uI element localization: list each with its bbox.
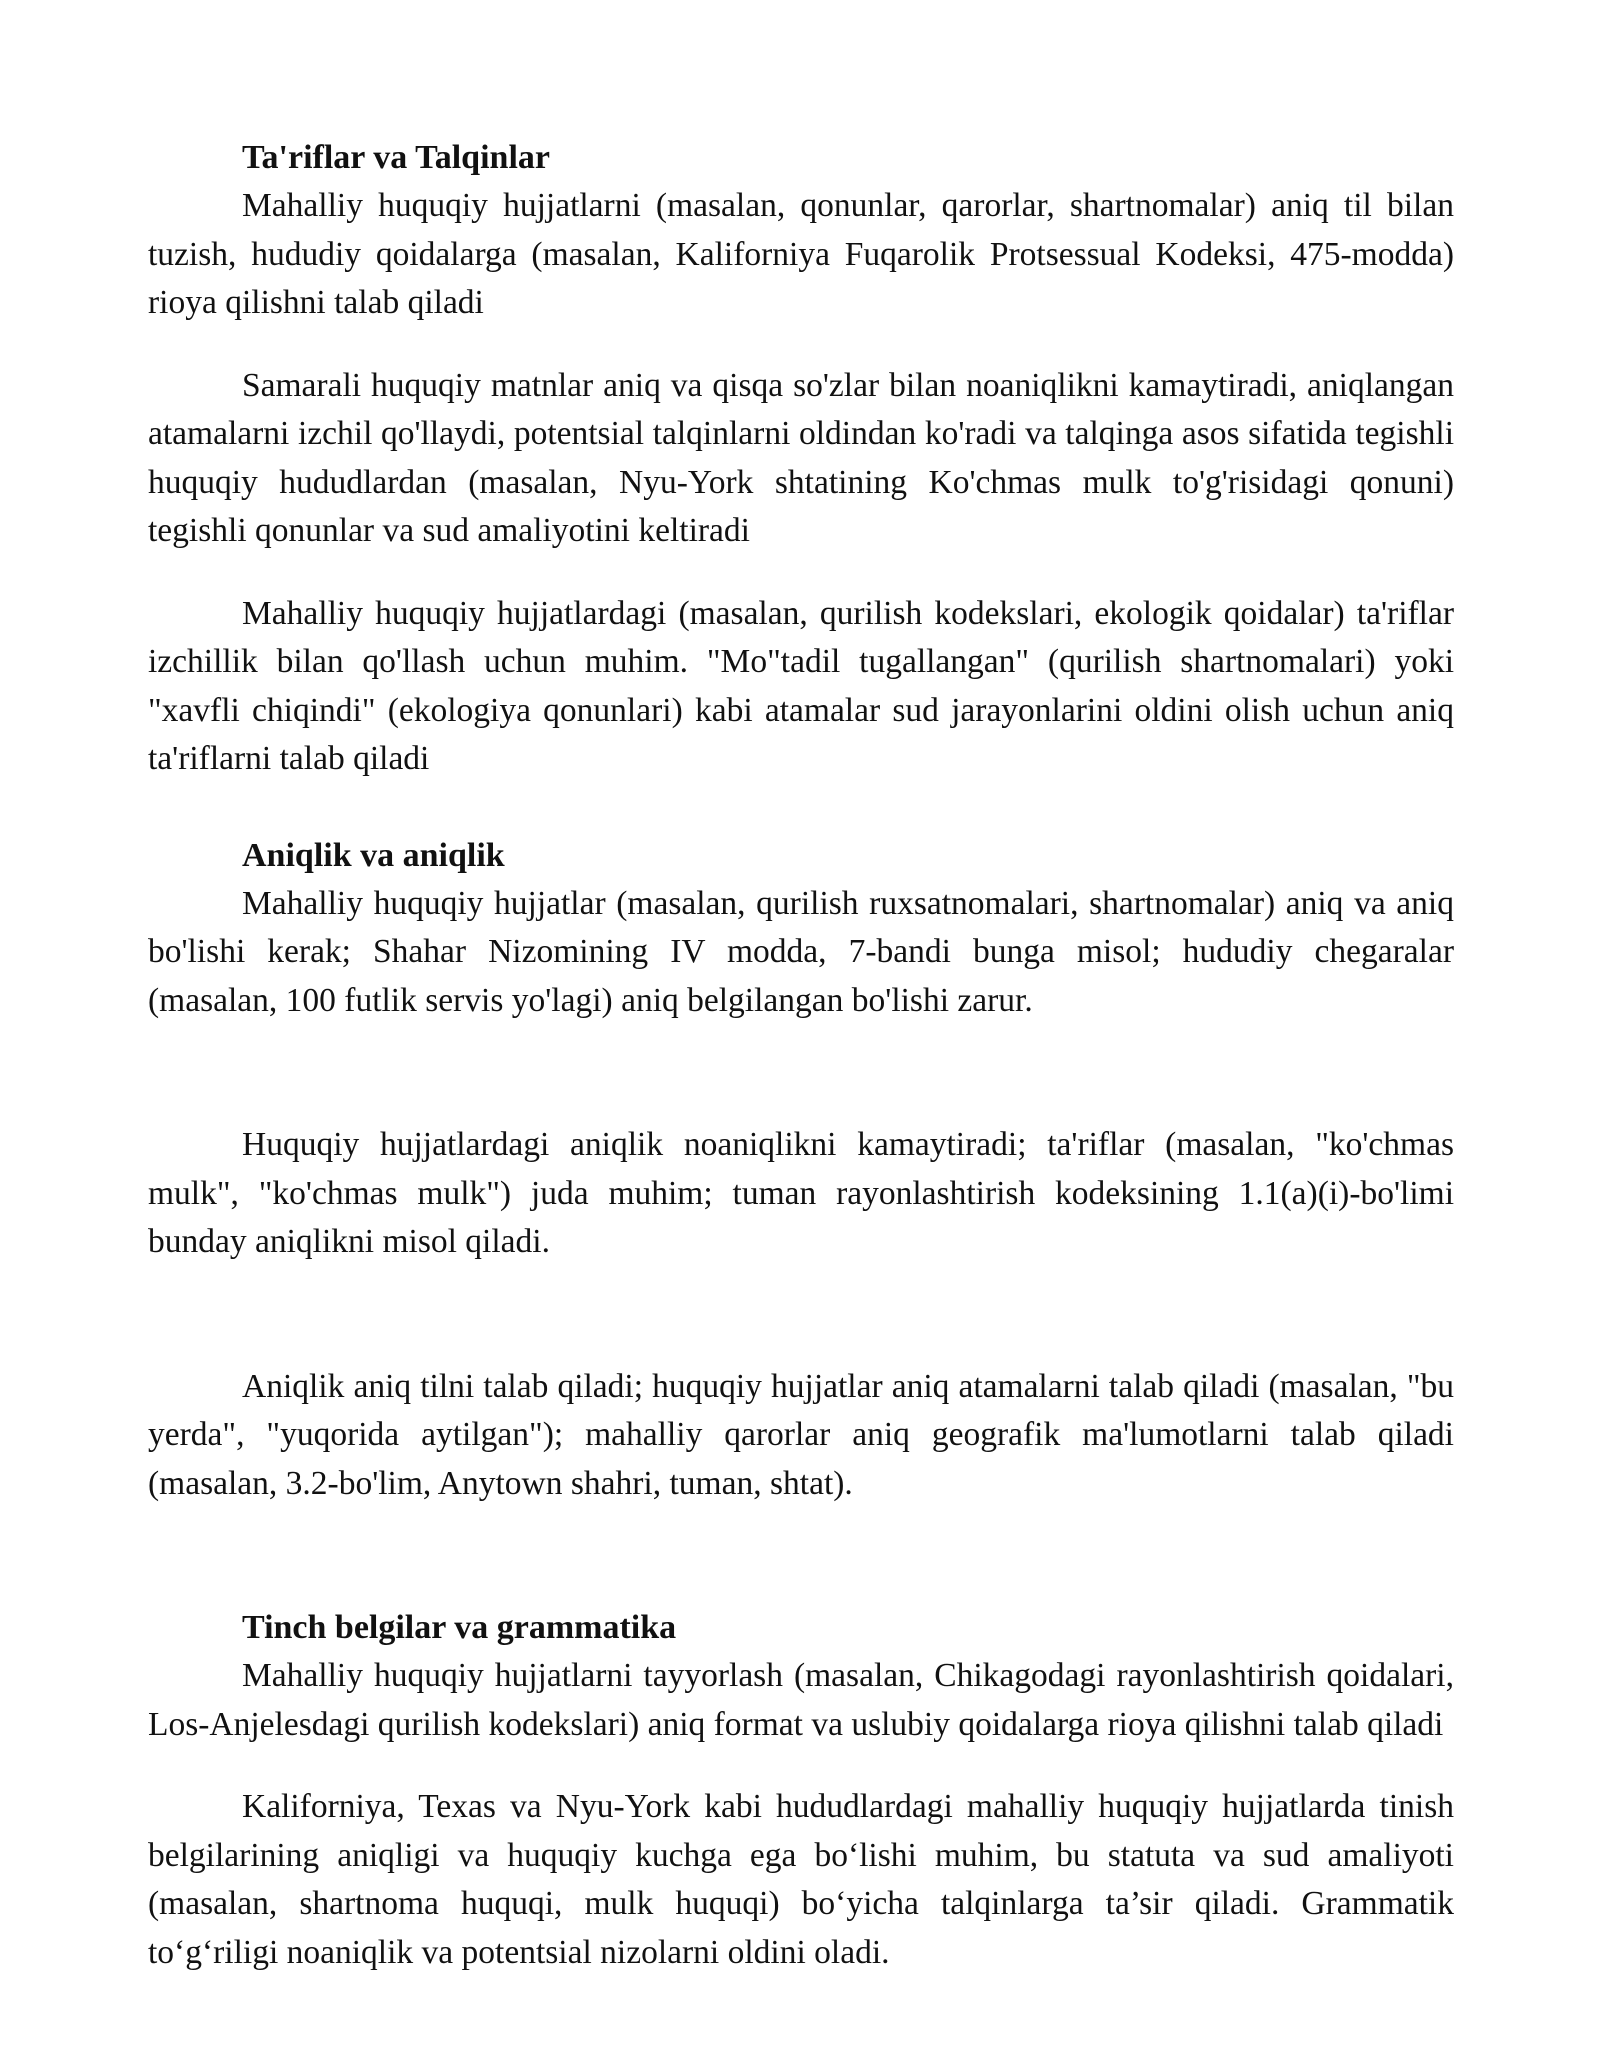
- paragraph: Aniqlik aniq tilni talab qiladi; huquqiy hujjatlar aniq atamalarni talab qiladi (masalan, "bu yerda", "yuqorida aytilgan"); mahalliy qarorlar aniq geografik ma'lumotlarni talab qiladi (masalan, 3.2-bo'lim, Anytown shahri, tuman, shtat).: [148, 1367, 1454, 1502]
- paragraph: Mahalliy huquqiy hujjatlarni tayyorlash (masalan, Chikagodagi rayonlashtirish qoidalari, Los-Anjelesdagi qurilish kodekslari) aniq format va uslubiy qoidalarga rioya qilishni talab qiladi: [148, 1657, 1454, 1743]
- paragraph: Huquqiy hujjatlardagi aniqlik noaniqlikni kamaytiradi; ta'riflar (masalan, "ko'chmas mulk", "ko'chmas mulk") juda muhim; tuman rayonlashtirish kodeksining 1.1(a)(i)-bo'limi bunday aniqlikni misol qiladi.: [148, 1126, 1454, 1260]
- paragraph: Samarali huquqiy matnlar aniq va qisqa so'zlar bilan noaniqlikni kamaytiradi, aniqlangan atamalarni izchil qo'llaydi, potentsial talqinlarni oldindan ko'radi va talqinga asos sifatida tegishli huquqiy hududlardan (masalan, Nyu-York shtatining Ko'chmas mulk to'g'risidagi qonuni) tegishli qonunlar va sud amaliyotini keltiradi: [148, 366, 1454, 549]
- section-heading-punctuation: Tinch belgilar va grammatika: [242, 1609, 677, 1646]
- section-heading-precision: Aniqlik va aniqlik: [242, 836, 505, 874]
- section-heading-definitions: Ta'riflar va Talqinlar: [242, 139, 550, 176]
- paragraph: Kaliforniya, Texas va Nyu-York kabi hududlardagi mahalliy huquqiy hujjatlarda tinish belgilarining aniqligi va huquqiy kuchga ega bo‘lishi muhim, bu statuta va sud amaliyoti (masalan, shartnoma huquqi, mulk huquqi) bo‘yicha talqinlarga ta’sir qiladi. Grammatik to‘g‘riligi noaniqlik va potentsial nizolarni oldini oladi.: [148, 1788, 1454, 1971]
- paragraph: Mahalliy huquqiy hujjatlardagi (masalan, qurilish kodekslari, ekologik qoidalar) ta'riflar izchillik bilan qo'llash uchun muhim. "Mo"tadil tugallangan" (qurilish shartnomalari) yoki "xavfli chiqindi" (ekologiya qonunlari) kabi atamalar sud jarayonlarini oldini olish uchun aniq ta'riflarni talab qiladi: [148, 594, 1454, 777]
- paragraph: Mahalliy huquqiy hujjatlar (masalan, qurilish ruxsatnomalari, shartnomalar) aniq va aniq bo'lishi kerak; Shahar Nizomining IV modda, 7-bandi bunga misol; hududiy chegaralar (masalan, 100 futlik servis yo'lagi) aniq belgilangan bo'lishi zarur.: [148, 884, 1454, 1019]
- document-page: [148, 134, 1454, 1977]
- paragraph: Mahalliy huquqiy hujjatlarni (masalan, qonunlar, qarorlar, shartnomalar) aniq til bilan tuzish, hududiy qoidalarga (masalan, Kaliforniya Fuqarolik Protsessual Kodeksi, 475-modda) rioya qilishni talab qiladi: [148, 187, 1454, 321]
